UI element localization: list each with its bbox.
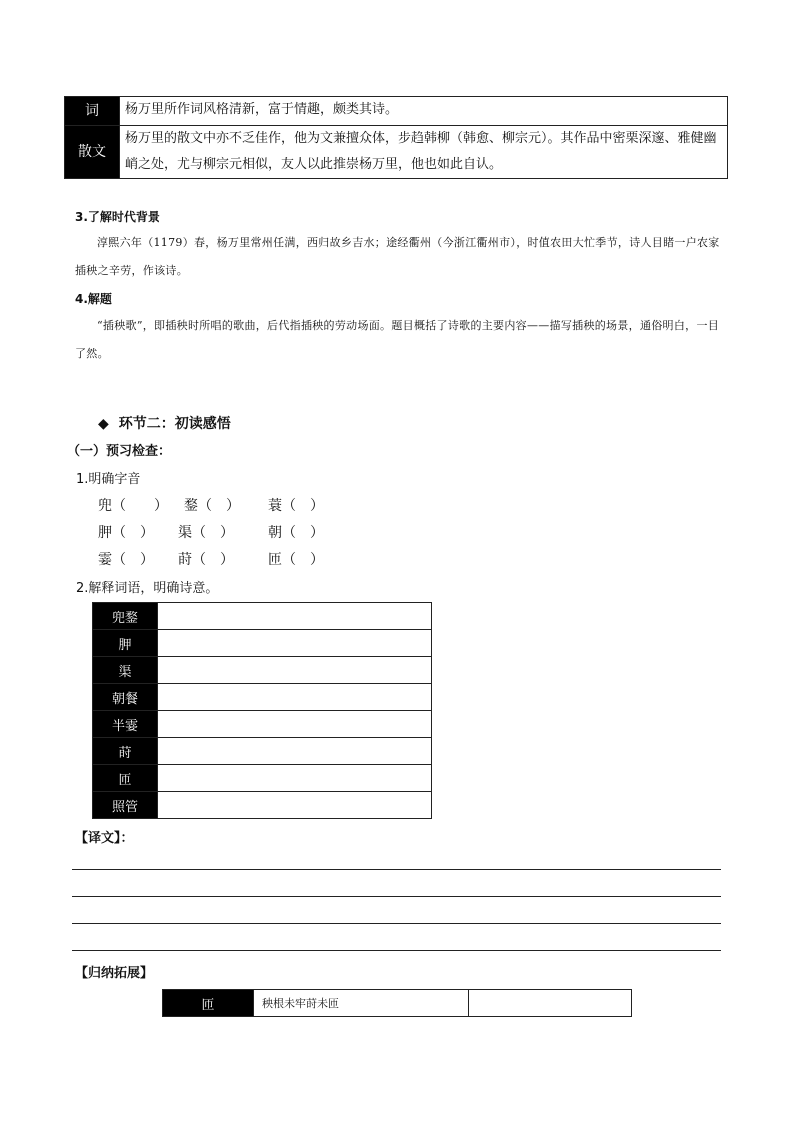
row-text: 杨万里所作词风格清新，富于情趣，颇类其诗。 [120, 97, 728, 126]
table-row [93, 657, 432, 684]
table-row [93, 765, 432, 792]
explain-title: 2.解释词语，明确诗意。 [76, 581, 219, 596]
pronunciation-item: 渠（ ） [178, 525, 234, 541]
vocab-answer-cell[interactable] [158, 657, 432, 684]
translation-label: 【译文】： [75, 831, 134, 846]
pronunciation-item: 莳（ ） [178, 552, 234, 568]
row-label: 词 [65, 97, 120, 126]
table-row [93, 711, 432, 738]
pronunciation-item: 兜（ ） [98, 498, 168, 514]
section-3-title: 3.了解时代背景 [75, 210, 160, 224]
answer-line[interactable] [72, 896, 721, 897]
section-3-text: 淳熙六年（1179）春，杨万里常州任满，西归故乡吉水；途经衢州（今浙江衢州市），时值农田大忙季节，诗人目睹一户农家插秧之辛劳，作该诗。 [75, 236, 720, 277]
table-row [65, 97, 728, 126]
answer-line[interactable] [72, 869, 721, 870]
pronunciation-item: 鍪（ ） [184, 498, 240, 514]
preview-title: （一）预习检查： [67, 444, 172, 459]
table-row [93, 792, 432, 819]
vocab-answer-cell[interactable] [158, 603, 432, 630]
table-row [93, 684, 432, 711]
vocab-word: 莳 [93, 738, 158, 765]
pronunciation-item: 朝（ ） [268, 525, 324, 541]
pronunciation-item: 胛（ ） [98, 525, 154, 541]
vocab-word: 渠 [93, 657, 158, 684]
vocab-answer-cell[interactable] [158, 630, 432, 657]
table-row [93, 738, 432, 765]
vocab-word: 匝 [93, 765, 158, 792]
vocab-answer-cell[interactable] [158, 711, 432, 738]
extension-example: 秧根未牢莳未匝 [254, 990, 469, 1017]
extension-word: 匝 [163, 990, 254, 1017]
vocab-word: 兜鍪 [93, 603, 158, 630]
vocab-answer-cell[interactable] [158, 765, 432, 792]
pronunciation-title: 1.明确字音 [76, 472, 141, 487]
pronunciation-item: 蓑（ ） [268, 498, 324, 514]
section-4-title: 4.解题 [75, 292, 112, 306]
vocab-word: 朝餐 [93, 684, 158, 711]
vocab-answer-cell[interactable] [158, 684, 432, 711]
row-text: 杨万里的散文中亦不乏佳作，他为文兼擅众体，步趋韩柳（韩愈、柳宗元）。其作品中密栗深邃、雅健幽峭之处，尤与柳宗元相似，友人以此推崇杨万里，他也如此自认。 [120, 126, 728, 179]
diamond-icon: ◆ [98, 416, 109, 432]
table-row [65, 126, 728, 179]
vocab-word: 胛 [93, 630, 158, 657]
row-label: 散文 [65, 126, 120, 179]
extension-table [162, 989, 632, 1017]
answer-line[interactable] [72, 950, 721, 951]
vocab-answer-cell[interactable] [158, 792, 432, 819]
literature-table [64, 96, 728, 179]
vocab-word: 半霎 [93, 711, 158, 738]
table-row [93, 603, 432, 630]
section-4-text: “插秧歌”，即插秧时所唱的歌曲，后代指插秧的劳动场面。题目概括了诗歌的主要内容——描写插秧的场景，通俗明白，一目了然。 [75, 319, 720, 360]
pronunciation-item: 匝（ ） [268, 552, 324, 568]
vocab-answer-cell[interactable] [158, 738, 432, 765]
table-row [93, 630, 432, 657]
section-heading [98, 413, 231, 433]
table-row [163, 990, 632, 1017]
extension-label: 【归纳拓展】 [75, 966, 154, 981]
vocabulary-table [92, 602, 432, 819]
pronunciation-item: 霎（ ） [98, 552, 154, 568]
section-heading-text: 环节二：初读感悟 [118, 416, 231, 432]
extension-answer-cell[interactable] [469, 990, 632, 1017]
vocab-word: 照管 [93, 792, 158, 819]
answer-line[interactable] [72, 923, 721, 924]
